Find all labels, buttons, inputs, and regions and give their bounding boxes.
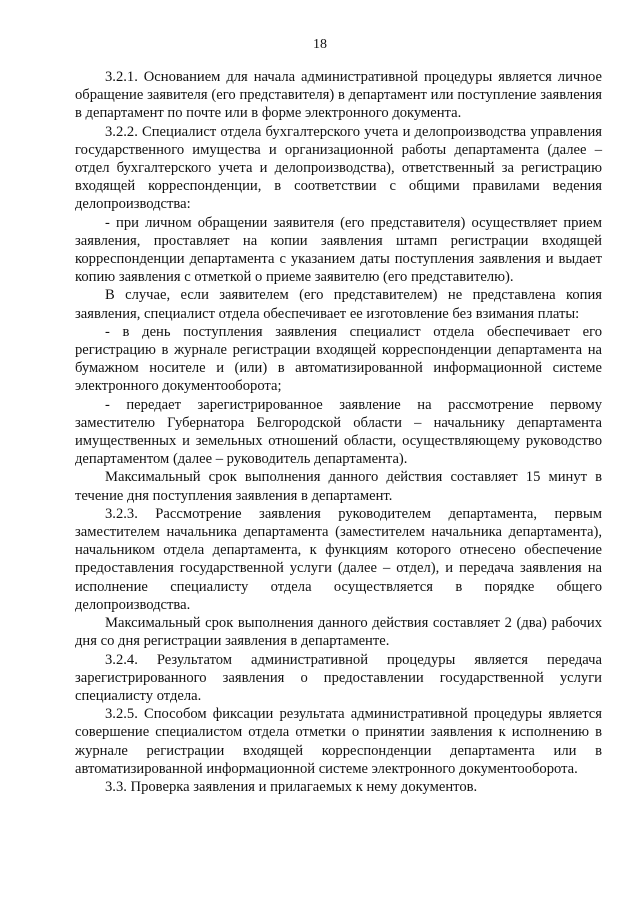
paragraph-3-2-2: 3.2.2. Специалист отдела бухгалтерского учета и делопроизводства управления государственного имущества и организационной работы департамента (далее – отдел бухгалтерского учета и делопроизводства), ответственный за регистрацию входящей корреспонденции, в соответствии с общими правилами ведения делопроизводства: [75, 123, 602, 213]
paragraph-3-3: 3.3. Проверка заявления и прилагаемых к нему документов. [105, 778, 478, 795]
list-item-registration: - в день поступления заявления специалист отдела обеспечивает его регистрацию в журнале регистрации входящей корреспонденции департамента на бумажном носителе и (или) в автоматизированной информационной системе электронного документооборота; [75, 323, 602, 395]
list-item-transfer: - передает зарегистрированное заявление на рассмотрение первому заместителю Губернатора Белгородской области – начальнику департамента имущественных и земельных отношений области, осуществляющему руководство департаментом (далее – руководитель департамента). [75, 396, 602, 468]
paragraph-max-time-15: Максимальный срок выполнения данного действия составляет 15 минут в течение дня поступления заявления в департамент. [75, 469, 602, 504]
paragraph-3-2-1: 3.2.1. Основанием для начала административной процедуры является личное обращение заявителя (его представителя) в департамент или поступление заявления в департамент по почте или в форме электронного документа. [75, 69, 602, 122]
document-body [75, 68, 602, 796]
paragraph-3-2-4: 3.2.4. Результатом административной процедуры является передача зарегистрированного заявления о предоставлении государственной услуги специалисту отдела. [75, 651, 602, 704]
list-item-personal-appeal: - при личном обращении заявителя (его представителя) осуществляет прием заявления, проставляет на копии заявления штамп регистрации входящей корреспонденции департамента с указанием даты поступления заявления и выдает копию заявления с отметкой о приеме заявителю (его представителю). [75, 214, 602, 286]
paragraph-max-time-2-days: Максимальный срок выполнения данного действия составляет 2 (два) рабочих дня со дня регистрации заявления в департаменте. [75, 615, 602, 650]
paragraph-copy-case: В случае, если заявителем (его представителем) не представлена копия заявления, специалист отдела обеспечивает ее изготовление без взимания платы: [75, 287, 602, 322]
paragraph-3-2-3: 3.2.3. Рассмотрение заявления руководителем департамента, первым заместителем начальника департамента (заместителем начальника департамента), начальником отдела департамента, к функциям которого отнесено обеспечение предоставления государственной услуги (далее – отдел), и передача заявления на исполнение специалисту отдела осуществляется в порядке общего делопроизводства. [75, 505, 602, 613]
paragraph-3-2-5: 3.2.5. Способом фиксации результата административной процедуры является совершение специалистом отдела отметки о принятии заявления к исполнению в журнале регистрации входящей корреспонденции департамента или в автоматизированной информационной системе электронного документооборота. [75, 706, 602, 777]
page-number: 18 [313, 37, 327, 52]
